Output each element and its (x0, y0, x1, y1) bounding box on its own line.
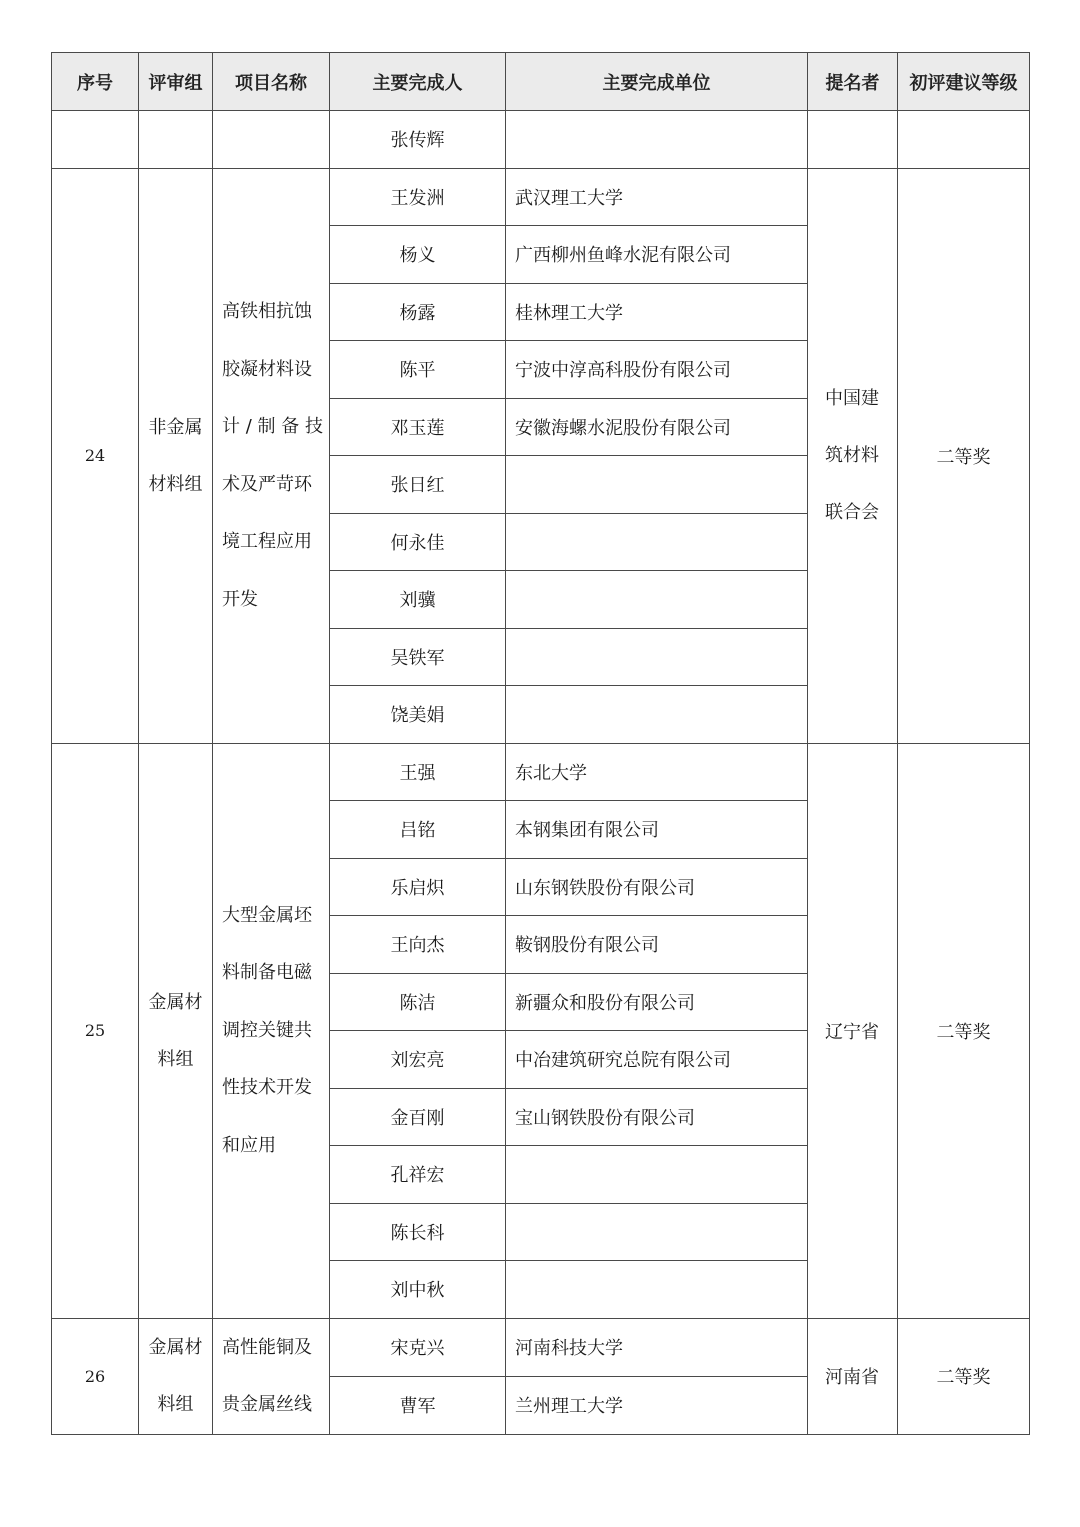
unit-cell: 本钢集团有限公司 (506, 801, 808, 859)
person-cell: 邓玉莲 (330, 398, 506, 456)
group-line: 材料组 (148, 473, 203, 495)
unit-cell (506, 111, 808, 169)
unit-cell: 东北大学 (506, 743, 808, 801)
nominator-line: 辽宁省 (825, 1021, 879, 1043)
person-cell: 陈平 (330, 341, 506, 399)
person-cell: 孔祥宏 (330, 1146, 506, 1204)
group-line: 非金属 (148, 416, 203, 438)
header-main-person: 主要完成人 (330, 53, 506, 111)
grade-cell: 二等奖 (898, 1318, 1030, 1434)
person-cell: 金百刚 (330, 1088, 506, 1146)
nominator-cell (808, 111, 898, 169)
unit-cell: 广西柳州鱼峰水泥有限公司 (506, 226, 808, 284)
table-row (52, 1318, 1030, 1376)
person-cell: 王发洲 (330, 168, 506, 226)
unit-cell (506, 513, 808, 571)
header-review-group: 评审组 (139, 53, 213, 111)
nominator-cell (808, 1318, 898, 1434)
person-cell: 吴铁军 (330, 628, 506, 686)
header-index: 序号 (52, 53, 139, 111)
project-line: 高铁相抗蚀 (222, 301, 312, 322)
person-cell: 杨义 (330, 226, 506, 284)
project-line: 开发 (222, 588, 258, 610)
person-cell: 吕铭 (330, 801, 506, 859)
project-cell (213, 1318, 330, 1434)
group-line: 料组 (157, 1048, 194, 1070)
unit-cell (506, 1203, 808, 1261)
group-cell (139, 1318, 213, 1434)
person-cell: 陈洁 (330, 973, 506, 1031)
unit-cell: 新疆众和股份有限公司 (506, 973, 808, 1031)
unit-cell (506, 1146, 808, 1204)
group-cell (139, 168, 213, 743)
project-cell (213, 111, 330, 169)
unit-cell (506, 571, 808, 629)
project-cell (213, 168, 330, 743)
unit-cell: 河南科技大学 (506, 1318, 808, 1376)
project-line: 术及严苛环 (222, 473, 312, 495)
unit-cell (506, 686, 808, 744)
grade-cell: 二等奖 (898, 168, 1030, 743)
person-cell: 刘中秋 (330, 1261, 506, 1319)
person-cell: 陈长科 (330, 1203, 506, 1261)
project-line: 大型金属坯 (222, 904, 312, 926)
person-cell: 王强 (330, 743, 506, 801)
unit-cell: 武汉理工大学 (506, 168, 808, 226)
person-cell: 饶美娟 (330, 686, 506, 744)
awards-table (51, 52, 1030, 1435)
person-cell: 乐启炽 (330, 858, 506, 916)
table-row (52, 111, 1030, 169)
unit-cell (506, 628, 808, 686)
unit-cell: 鞍钢股份有限公司 (506, 916, 808, 974)
header-project-name: 项目名称 (213, 53, 330, 111)
project-line: 计 / 制 备 技 (222, 416, 323, 437)
person-cell: 刘宏亮 (330, 1031, 506, 1089)
header-nominator: 提名者 (808, 53, 898, 111)
nominator-cell (808, 168, 898, 743)
person-cell: 曹军 (330, 1376, 506, 1434)
person-cell: 杨露 (330, 283, 506, 341)
group-line: 金属材 (148, 1337, 203, 1358)
unit-cell (506, 456, 808, 514)
unit-cell: 宝山钢铁股份有限公司 (506, 1088, 808, 1146)
index-cell (52, 111, 139, 169)
table-row (52, 743, 1030, 801)
index-cell: 25 (52, 743, 139, 1318)
unit-cell: 桂林理工大学 (506, 283, 808, 341)
nominator-line: 联合会 (825, 502, 879, 523)
person-cell: 王向杰 (330, 916, 506, 974)
nominator-line: 中国建 (825, 388, 879, 409)
header-grade: 初评建议等级 (898, 53, 1030, 111)
table-row (52, 168, 1030, 226)
group-cell (139, 111, 213, 169)
index-cell: 24 (52, 168, 139, 743)
person-cell: 何永佳 (330, 513, 506, 571)
unit-cell: 兰州理工大学 (506, 1376, 808, 1434)
project-line: 贵金属丝线 (222, 1394, 312, 1415)
grade-cell (898, 111, 1030, 169)
unit-cell: 安徽海螺水泥股份有限公司 (506, 398, 808, 456)
person-cell: 张传辉 (330, 111, 506, 169)
header-row (52, 53, 1030, 111)
nominator-line: 筑材料 (825, 445, 879, 466)
project-line: 和应用 (222, 1134, 276, 1156)
project-cell (213, 743, 330, 1318)
project-line: 境工程应用 (222, 531, 312, 552)
project-line: 料制备电磁 (222, 962, 312, 984)
grade-cell: 二等奖 (898, 743, 1030, 1318)
project-line: 调控关键共 (222, 1019, 312, 1041)
nominator-cell (808, 743, 898, 1318)
unit-cell: 宁波中淳高科股份有限公司 (506, 341, 808, 399)
unit-cell: 中冶建筑研究总院有限公司 (506, 1031, 808, 1089)
group-cell (139, 743, 213, 1318)
project-line: 高性能铜及 (222, 1336, 312, 1358)
group-line: 金属材 (148, 991, 203, 1013)
project-line: 胶凝材料设 (222, 358, 312, 380)
unit-cell (506, 1261, 808, 1319)
nominator-line: 河南省 (825, 1367, 879, 1388)
person-cell: 宋克兴 (330, 1318, 506, 1376)
unit-cell: 山东钢铁股份有限公司 (506, 858, 808, 916)
group-line: 料组 (157, 1394, 194, 1415)
person-cell: 刘骥 (330, 571, 506, 629)
header-main-unit: 主要完成单位 (506, 53, 808, 111)
person-cell: 张日红 (330, 456, 506, 514)
project-line: 性技术开发 (222, 1077, 312, 1099)
index-cell: 26 (52, 1318, 139, 1434)
